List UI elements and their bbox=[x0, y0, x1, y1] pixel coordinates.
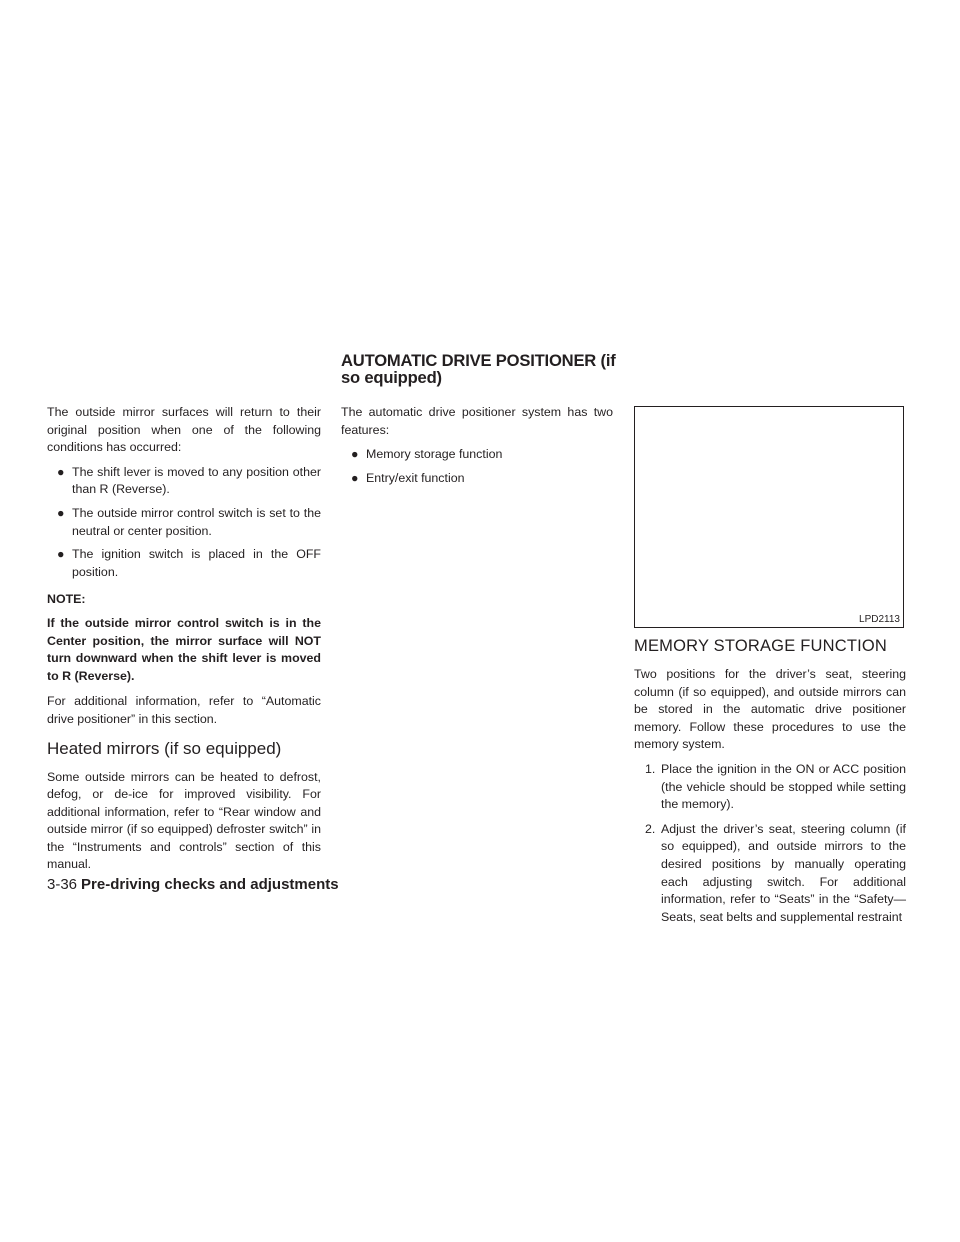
bullet-icon: ● bbox=[351, 447, 359, 462]
chapter-title: Pre-driving checks and adjustments bbox=[81, 876, 339, 893]
list-item: ● Memory storage function bbox=[341, 446, 613, 464]
memory-steps-list bbox=[634, 761, 906, 926]
middle-column bbox=[341, 404, 613, 493]
bullet-icon: ● bbox=[57, 547, 65, 562]
bullet-icon: ● bbox=[351, 470, 359, 485]
note-label: NOTE: bbox=[47, 592, 86, 607]
note-body: If the outside mirror control switch is in the Center position, the mirror surface will NOT turn downward when the shift lever is moved to R (Reverse). bbox=[47, 615, 321, 683]
step-number: 1. bbox=[645, 761, 656, 776]
memory-storage-heading: MEMORY STORAGE FUNCTION bbox=[634, 637, 888, 655]
figure-frame bbox=[634, 406, 904, 628]
list-item: ● The outside mirror control switch is set to the neutral or center position. bbox=[57, 505, 321, 538]
right-column bbox=[634, 636, 906, 933]
return-conditions-list bbox=[47, 464, 321, 582]
heated-mirrors-heading: Heated mirrors (if so equipped) bbox=[47, 738, 282, 758]
list-item: 1. Place the ignition in the ON or ACC position (the vehicle should be stopped while setting the memory). bbox=[645, 761, 906, 812]
step-number: 2. bbox=[645, 821, 656, 836]
page-footer bbox=[47, 876, 339, 894]
adp-intro: The automatic drive positioner system has two features: bbox=[341, 405, 613, 437]
heated-mirrors-body: Some outside mirrors can be heated to defrost, defog, or de-ice for improved visibility. For additional information, refer to “Rear window and outside mirror (if so equipped) defroster switch” in the “Instruments and controls” section of this manual. bbox=[47, 769, 321, 872]
memory-storage-intro: Two positions for the driver’s seat, steering column (if so equipped), and outside mirrors can be stored in the automatic drive positioner memory. Follow these procedures to use the memory system. bbox=[634, 667, 906, 752]
figure-id: LPD2113 bbox=[859, 614, 900, 625]
adp-features-list bbox=[341, 446, 613, 487]
list-item: ● The shift lever is moved to any position other than R (Reverse). bbox=[57, 464, 321, 497]
bullet-icon: ● bbox=[57, 464, 65, 479]
section-title: AUTOMATIC DRIVE POSITIONER (if so equipped) bbox=[341, 351, 616, 387]
list-item: ● Entry/exit function bbox=[341, 470, 613, 488]
page-number: 3-36 bbox=[47, 876, 78, 893]
additional-info: For additional information, refer to “Automatic drive positioner” in this section. bbox=[47, 694, 321, 726]
left-column bbox=[47, 404, 321, 881]
list-item: ● The ignition switch is placed in the OFF position. bbox=[57, 547, 321, 579]
mirror-return-intro: The outside mirror surfaces will return to their original position when one of the following conditions has occurred: bbox=[47, 405, 321, 455]
bullet-icon: ● bbox=[57, 505, 65, 520]
list-item: 2. Adjust the driver’s seat, steering column (if so equipped), and outside mirrors to the desired positions by manually operating each adjusting switch. For additional information, refer to “Seats” in the “Safety—Seats, seat belts and supplemental restraint bbox=[645, 821, 906, 924]
